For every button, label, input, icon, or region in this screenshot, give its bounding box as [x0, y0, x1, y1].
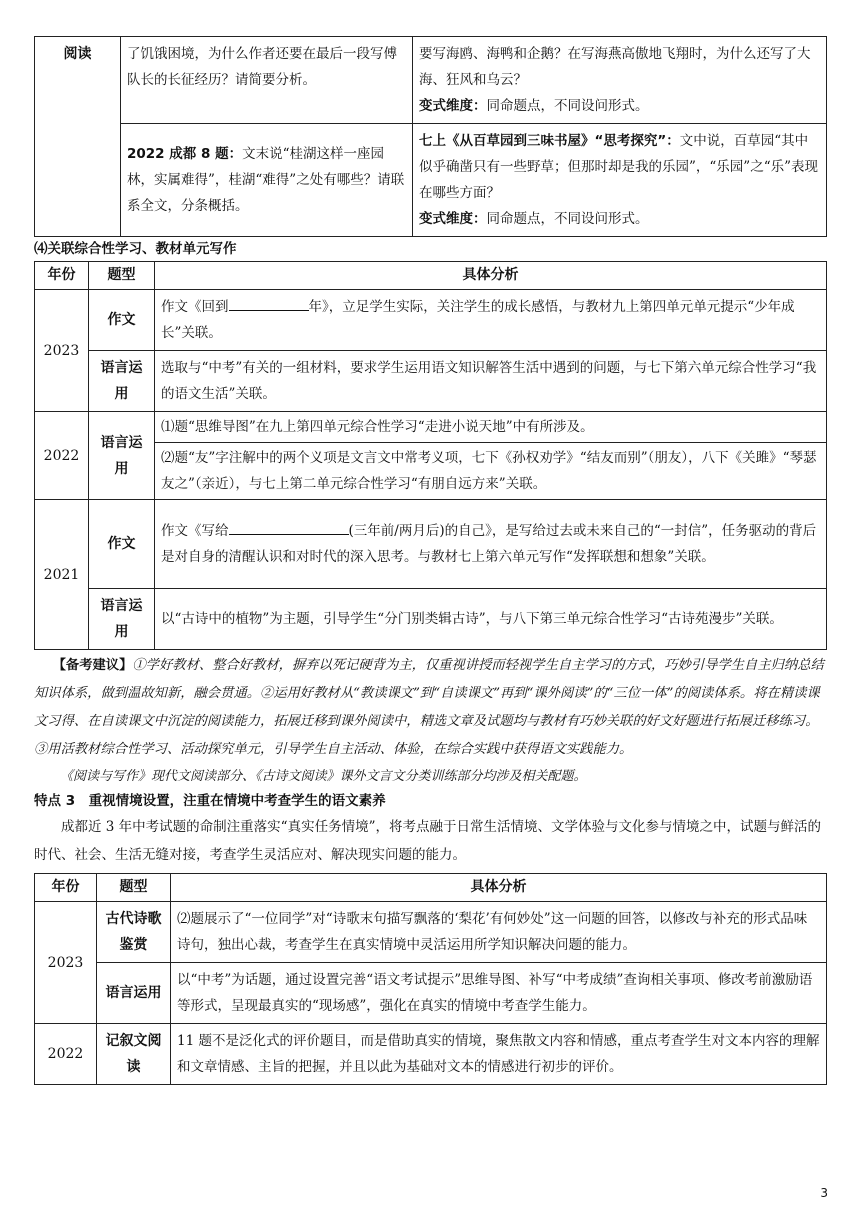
analysis-text: (三年前/两月后)的自己》，是写给过去或未来自己的“一封信”，任务驱动的背后是对自身的清醒认识和对时代的深入思考。与教材七上第六单元写作“发挥联想和想象”关联。 — [161, 523, 817, 565]
blank-underline — [229, 294, 309, 311]
feature-3-title: 特点 3 重视情境设置，注重在情境中考查学生的语文素养 — [34, 793, 386, 809]
reading-comparison-table — [34, 36, 827, 237]
year-cell: 2023 — [35, 290, 89, 412]
year-cell: 2022 — [35, 412, 89, 500]
header-year: 年份 — [35, 262, 89, 290]
textbook-source-label: 七上《从百草园到三味书屋》“思考探究”： — [419, 133, 680, 149]
variant-dimension-label-2: 变式维度： — [419, 211, 487, 227]
analysis-cell — [155, 412, 827, 500]
textbook-question-text: 要写海鸥、海鸭和企鹅？在写海燕高傲地飞翔时，为什么还写了大海、狂风和乌云？ — [419, 46, 811, 88]
analysis-cell: 选取与“中考”有关的一组材料，要求学生运用语文知识解答生活中遇到的问题，与七下第六单元综合性学习“我的语文生活”关联。 — [155, 351, 827, 412]
variant-dimension-value-2: 同命题点，不同设问形式。 — [486, 211, 649, 227]
variant-dimension-label: 变式维度： — [419, 98, 487, 114]
analysis-text: 年》，立足学生实际，关注学生的成长感悟，与教材九上第四单元单元提示“少年成长”关联。 — [161, 299, 795, 341]
header-type: 题型 — [89, 262, 155, 290]
analysis-cell — [155, 290, 827, 351]
type-cell: 语言运用 — [89, 589, 155, 650]
type-cell: 作文 — [89, 500, 155, 589]
analysis-cell: 以“中考”为话题，通过设置完善“语文考试提示”思维导图、补写“中考成绩”查询相关事项、修改考前激励语等形式，呈现最真实的“现场感”，强化在真实的情境中考查学生能力。 — [171, 963, 827, 1024]
exam-source-label: 2022 成都 8 题： — [127, 146, 243, 162]
type-cell: 古代诗歌鉴赏 — [97, 902, 171, 963]
context-setting-table — [34, 873, 827, 1085]
preparation-advice — [34, 652, 826, 764]
header-type: 题型 — [97, 874, 171, 902]
advice-label: 【备考建议】 — [52, 658, 133, 673]
analysis-cell: ⑵题展示了“一位同学”对“诗歌末句描写飘落的‘梨花’有何妙处”这一问题的回答，以修改与补充的形式品味诗句，独出心裁，考查学生在真实情境中灵活运用所学知识解决问题的能力。 — [171, 902, 827, 963]
textbook-question-cell — [413, 37, 827, 124]
year-cell: 2021 — [35, 500, 89, 650]
related-exercises-note: 《阅读与写作》现代文阅读部分、《古诗文阅读》课外文言文分类训练部分均涉及相关配题。 — [60, 769, 587, 784]
page — [34, 36, 826, 1085]
analysis-text: 作文《写给 — [161, 523, 229, 539]
analysis-line: ⑴题“思维导图”在九上第四单元综合性学习“走进小说天地”中有所涉及。 — [155, 412, 826, 443]
year-cell: 2023 — [35, 902, 97, 1024]
page-number: 3 — [820, 1186, 828, 1200]
exam-question-cell-2022 — [121, 124, 413, 237]
header-year: 年份 — [35, 874, 97, 902]
analysis-line: ⑵题“友”字注解中的两个义项是文言文中常考义项，七下《孙权劝学》“结友而别”（朋友），八下《关雎》“琴瑟友之”（亲近），与七上第二单元综合性学习“有朋自远方来”关联。 — [161, 450, 817, 492]
variant-dimension-value: 同命题点，不同设问形式。 — [486, 98, 649, 114]
type-cell: 作文 — [89, 290, 155, 351]
advice-text: ①学好教材、整合好教材，摒弃以死记硬背为主，仅重视讲授而轻视学生自主学习的方式，巧妙引导学生自主归纳总结知识体系，做到温故知新，融会贯通。②运用好教材从“教读课文”到“自读课文”再到“课外阅读”的“三位一体”的阅读体系。将在精读课文习得、在自读课文中沉淀的阅读能力，拓展迁移到课外阅读中，精选文章及试题均与教材有巧妙关联的好文好题进行拓展迁移练习。③用活教材综合性学习、活动探究单元，引导学生自主活动、体验，在综合实践中获得语文实践能力。 — [34, 658, 824, 757]
header-analysis: 具体分析 — [155, 262, 827, 290]
integrated-learning-table — [34, 261, 827, 650]
analysis-text: 作文《回到 — [161, 299, 229, 315]
type-cell: 记叙文阅读 — [97, 1024, 171, 1085]
analysis-cell — [155, 500, 827, 589]
analysis-cell: 以“古诗中的植物”为主题，引导学生“分门别类辑古诗”，与八下第三单元综合性学习“古诗苑漫步”关联。 — [155, 589, 827, 650]
analysis-cell: 11 题不是泛化式的评价题目，而是借助真实的情境，聚焦散文内容和情感，重点考查学生对文本内容的理解和文章情感、主旨的把握，并且以此为基础对文本的情感进行初步的评价。 — [171, 1024, 827, 1085]
type-cell: 语言运用 — [97, 963, 171, 1024]
textbook-question-text-2: 文中说，百草园“其中似乎确凿只有一些野草；但那时却是我的乐园”，“乐园”之“乐”表现在哪些方面？ — [419, 133, 819, 201]
exam-question-cell: 了饥饿困境，为什么作者还要在最后一段写傅队长的长征经历？请简要分析。 — [121, 37, 413, 124]
feature-3-intro: 成都近 3 年中考试题的命制注重落实“真实任务情境”，将考点融于日常生活情境、文学体验与文化参与情境之中，试题与鲜活的时代、社会、生活无缝对接，考查学生灵活应对、解决现实问题的能力。 — [34, 819, 821, 863]
header-analysis: 具体分析 — [171, 874, 827, 902]
type-cell-reading: 阅读 — [35, 37, 121, 237]
type-cell: 语言运用 — [89, 412, 155, 500]
exam-question-text: 文末说“桂湖这样一座园林，实属难得”，桂湖“难得”之处有哪些？请联系全文，分条概括。 — [127, 146, 405, 214]
blank-underline — [229, 518, 349, 535]
textbook-question-cell-2 — [413, 124, 827, 237]
year-cell: 2022 — [35, 1024, 97, 1085]
type-cell: 语言运用 — [89, 351, 155, 412]
section-title-4: ⑷关联综合性学习、教材单元写作 — [34, 241, 237, 257]
